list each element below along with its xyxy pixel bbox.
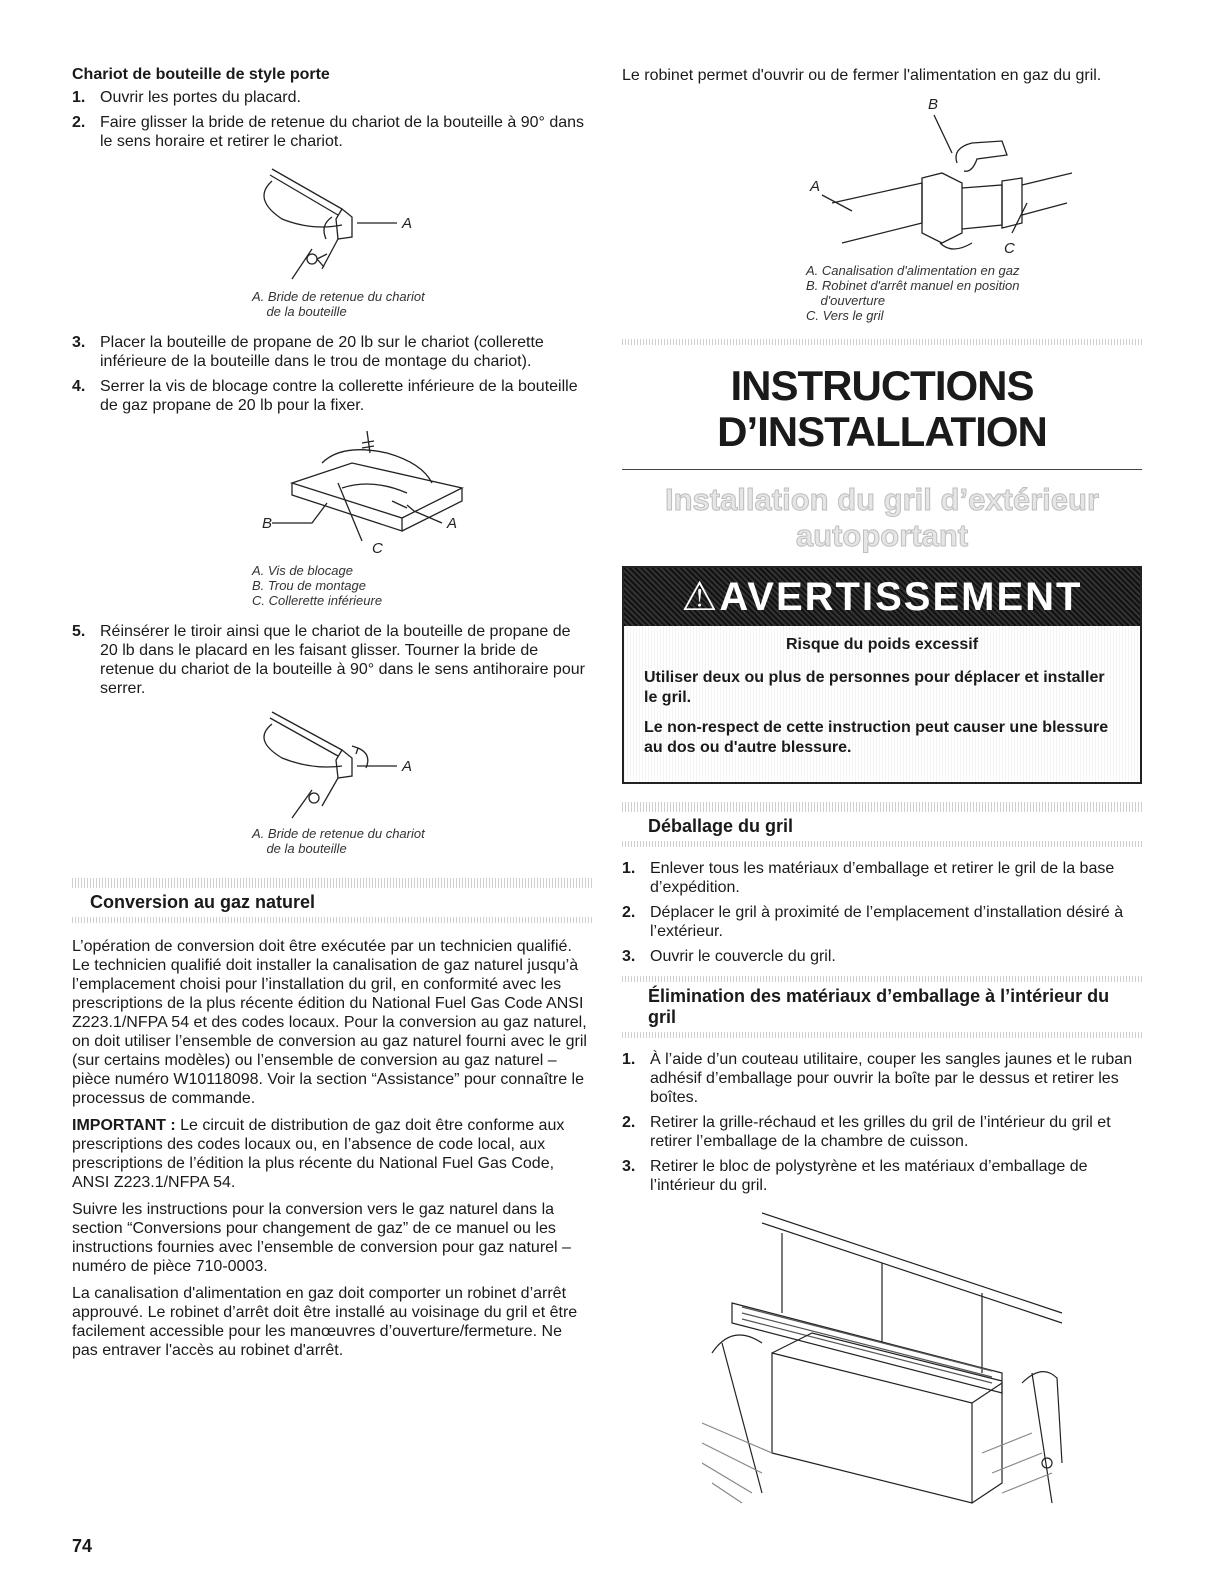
important-paragraph: IMPORTANT : Le circuit de distribution de gaz doit être conforme aux prescriptions des codes locaux ou, en l’absence de code local, aux prescriptions de l’édition la plus récente du National Fuel Gas Code, ANSI Z223.1/NFPA 54. xyxy=(72,1117,565,1191)
warning-triangle-icon: ⚠ xyxy=(681,575,720,619)
fig2-caption: A. Vis de blocage B. Trou de montage C. Collerette inférieure xyxy=(252,563,383,608)
unpack-steps xyxy=(622,859,1142,966)
right-column xyxy=(622,66,1142,1531)
warning-risk: Risque du poids excessif xyxy=(785,636,979,653)
packaging-removal-heading: Élimination des matériaux d’emballage à l’intérieur du gril xyxy=(648,986,1110,1027)
list-item: 2. Faire glisser la bride de retenue du chariot de la bouteille à 90° dans le sens horaire et retirer le chariot. xyxy=(72,114,585,150)
section-shade-top xyxy=(622,802,1142,812)
section-shade-bottom xyxy=(622,841,1142,847)
list-item: 1. À l’aide d’un couteau utilitaire, couper les sangles jaunes et le ruban adhésif d’emballage pour ouvrir la boîte par le dessus et retirer les boîtes. xyxy=(622,1051,1133,1106)
warning-line-1: Utiliser deux ou plus de personnes pour déplacer et installer le gril. xyxy=(644,669,1105,706)
list-item: 3. Retirer le bloc de polystyrène et les matériaux d’emballage de l’intérieur du gril. xyxy=(622,1158,1088,1194)
list-item: 3. Ouvrir le couvercle du gril. xyxy=(622,948,836,965)
figure-cart-bracket-1 xyxy=(152,159,512,319)
valve-label-b: B xyxy=(928,96,939,113)
left-column xyxy=(72,66,592,1368)
heading-door-cart: Chariot de bouteille de style porte xyxy=(72,66,330,83)
figure-locking-screw xyxy=(152,423,512,608)
valve-caption: A. Canalisation d'alimentation en gaz B. Robinet d'arrêt manuel en position d'ouverture C. Vers le gril xyxy=(806,263,1020,323)
section-shade-top xyxy=(72,878,592,888)
list-item: 3. Placer la bouteille de propane de 20 lb sur le chariot (collerette inférieure de la bouteille dans le trou de montage du chariot). xyxy=(72,334,544,370)
list-item: 1. Ouvrir les portes du placard. xyxy=(72,89,301,106)
fig2-label-a: A xyxy=(447,515,458,532)
valve-intro: Le robinet permet d'ouvrir ou de fermer l'alimentation en gaz du gril. xyxy=(622,67,1102,84)
grill-interior-illustration xyxy=(702,1203,1082,1523)
fig3-label-a: A xyxy=(402,758,413,775)
fig2-label-c: C xyxy=(372,540,383,557)
figure-shutoff-valve xyxy=(672,93,1092,323)
section-shade-bottom xyxy=(622,1032,1142,1038)
shutoff-valve-illustration xyxy=(672,93,1092,263)
fig1-label-a: A xyxy=(402,215,413,232)
conversion-heading: Conversion au gaz naturel xyxy=(90,892,316,912)
fig2-label-b: B xyxy=(262,515,273,532)
figure-cart-bracket-2 xyxy=(152,706,512,856)
section-shade-bottom xyxy=(72,917,592,923)
valve-label-c: C xyxy=(1004,240,1015,257)
divider-shade xyxy=(622,339,1142,345)
figure-grill-interior xyxy=(702,1203,1082,1523)
fig3-caption: A. Bride de retenue du chariot de la bouteille xyxy=(252,826,425,856)
conversion-instructions-paragraph: Suivre les instructions pour la conversion vers le gaz naturel dans la section “Conversions pour changement de gaz” de ce manuel ou les instructions fournies avec l’ensemble de conversion pour gaz naturel – numéro de pièce 710-0003. xyxy=(72,1201,571,1275)
locking-screw-illustration xyxy=(152,423,512,563)
shutoff-valve-paragraph: La canalisation d'alimentation en gaz doit comporter un robinet d’arrêt approuvé. Le robinet d’arrêt doit être installé au voisinage du gril et être facilement accessible pour les manœuvres d’ouverture/fermeture. Ne pas entraver l'accès au robinet d'arrêt. xyxy=(72,1285,578,1359)
page-title: INSTRUCTIONS D’INSTALLATION xyxy=(717,362,1047,455)
list-item: 1. Enlever tous les matériaux d’emballage et retirer le gril de la base d’expédition. xyxy=(622,860,1115,896)
steps-list-c xyxy=(72,622,592,698)
cart-bracket-illustration-2 xyxy=(152,706,512,826)
list-item: 4. Serrer la vis de blocage contre la collerette inférieure de la bouteille de gaz propane de 20 lb pour la fixer. xyxy=(72,378,578,414)
warning-body xyxy=(624,626,1140,782)
list-item: 2. Déplacer le gril à proximité de l’emplacement d’installation désiré à l’extérieur. xyxy=(622,904,1124,940)
cart-bracket-illustration xyxy=(152,159,512,289)
title-rule xyxy=(622,469,1142,470)
unpack-heading: Déballage du gril xyxy=(648,816,794,836)
page-subtitle: Installation du gril d’extérieur autoportant xyxy=(664,482,1100,553)
list-item: 2. Retirer la grille-réchaud et les grilles du gril de l’intérieur du gril et retirer l’emballage de la chambre de cuisson. xyxy=(622,1114,1111,1150)
warning-line-2: Le non-respect de cette instruction peut causer une blessure au dos ou d'autre blessure. xyxy=(644,719,1109,756)
valve-label-a: A xyxy=(810,178,821,195)
warning-box xyxy=(622,566,1142,784)
list-item: 5. Réinsérer le tiroir ainsi que le chariot de la bouteille de propane de 20 lb dans le placard en les faisant glisser. Tourner la bride de retenue du chariot de la bouteille à 90° dans le sens antihoraire pour serrer. xyxy=(72,623,585,697)
page-number: 74 xyxy=(72,1536,93,1556)
steps-list-b xyxy=(72,333,592,415)
steps-list-a xyxy=(72,88,592,151)
conversion-paragraph: L’opération de conversion doit être exécutée par un technicien qualifié. Le technicien qualifié doit installer la canalisation de gaz naturel jusqu’à l’emplacement choisi pour l’installation du gril, en conformité avec les prescriptions de la plus récente édition du National Fuel Gas Code ANSI Z223.1/NFPA 54 et des codes locaux. Pour la conversion au gaz naturel, on doit utiliser l’ensemble de conversion au gaz naturel fourni avec le gril (sur certains modèles) ou l’ensemble de conversion au gaz naturel – pièce numéro W10118098. Voir la section “Assistance” pour connaître le processus de commande. xyxy=(72,938,587,1107)
packaging-removal-steps xyxy=(622,1050,1142,1195)
fig1-caption: A. Bride de retenue du chariot de la bouteille xyxy=(252,289,425,319)
warning-header: ⚠AVERTISSEMENT xyxy=(624,568,1140,626)
